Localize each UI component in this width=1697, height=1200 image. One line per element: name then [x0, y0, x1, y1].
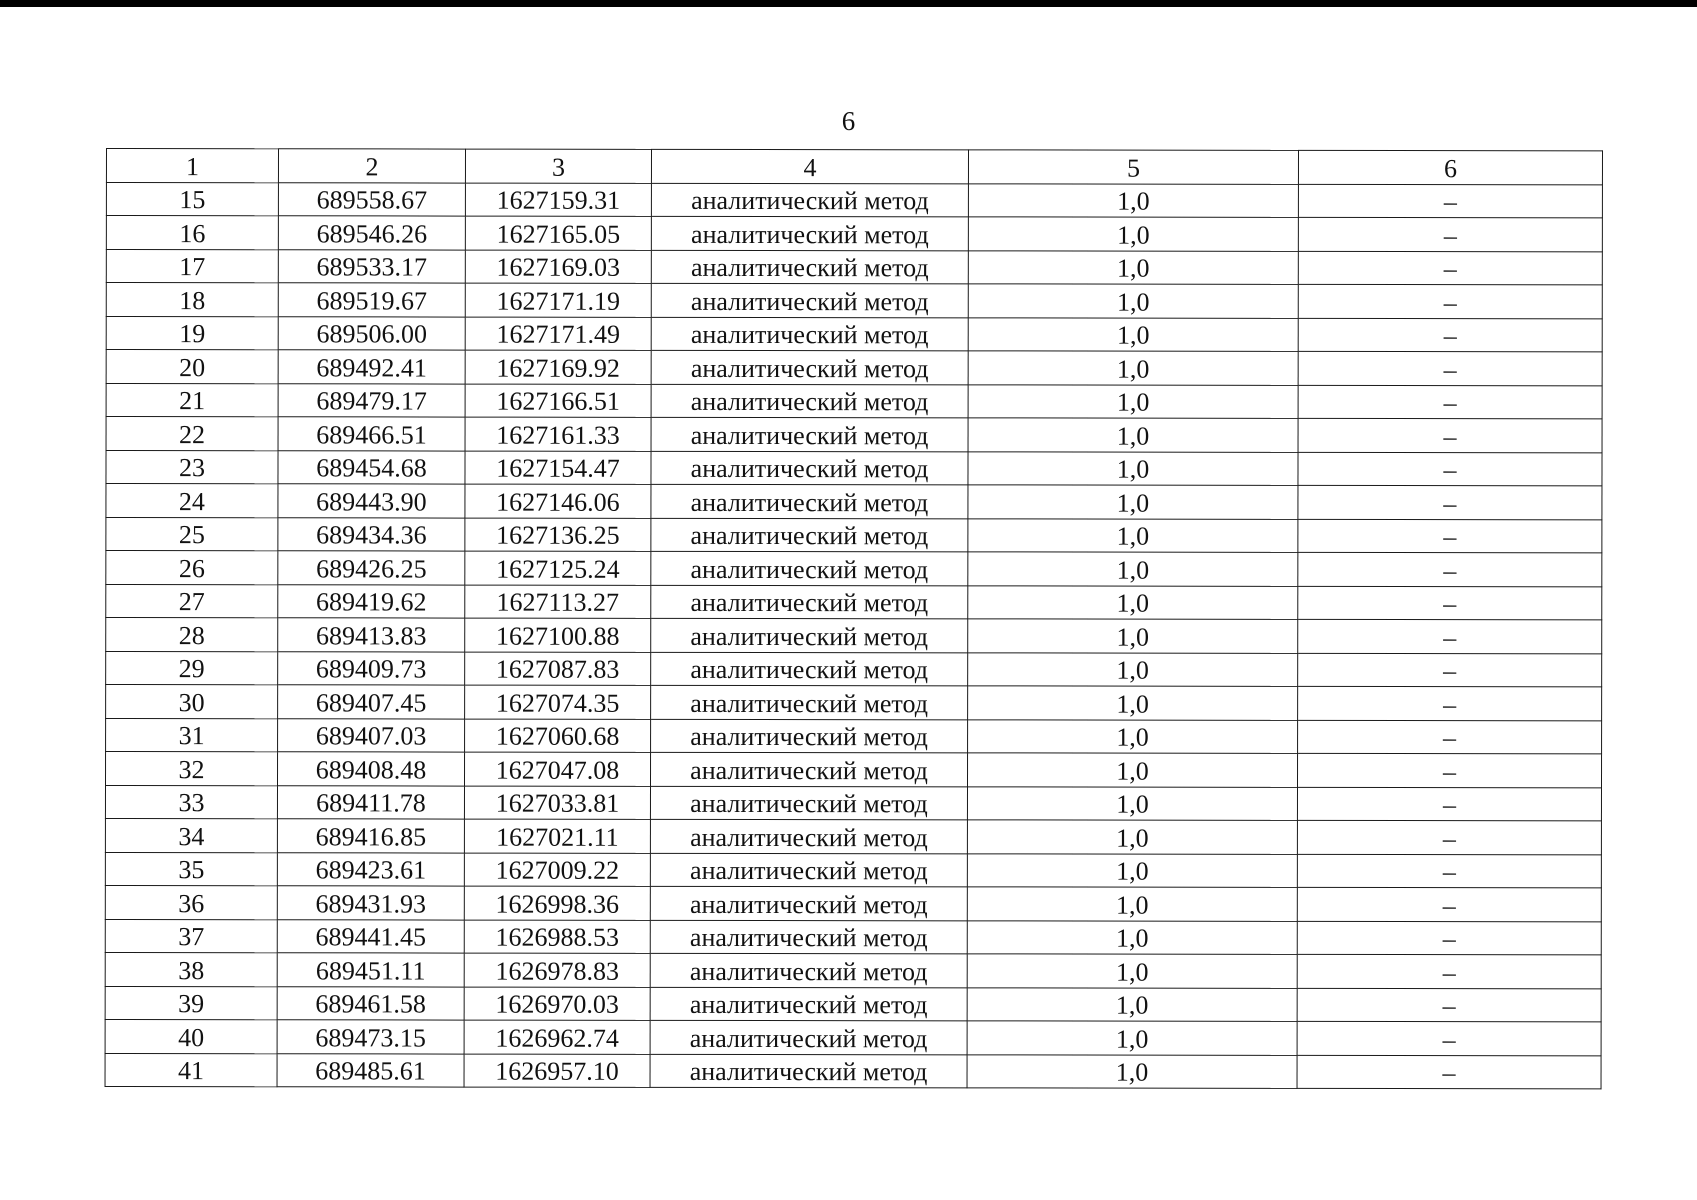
x-coordinate-cell: 689407.03: [278, 718, 465, 752]
note-cell: –: [1297, 988, 1601, 1022]
method-cell: аналитический метод: [650, 786, 967, 820]
x-coordinate-cell: 689479.17: [278, 383, 465, 417]
table-row: [105, 986, 1601, 1022]
table-row: [105, 885, 1601, 921]
page-number: 6: [841, 106, 856, 136]
point-number-cell: 27: [106, 584, 278, 618]
note-cell: –: [1297, 820, 1601, 854]
point-number-cell: 32: [105, 752, 277, 786]
note-cell: –: [1297, 921, 1601, 955]
accuracy-cell: 1,0: [968, 217, 1298, 251]
note-cell: –: [1298, 217, 1602, 251]
method-cell: аналитический метод: [650, 853, 967, 887]
method-cell: аналитический метод: [651, 283, 968, 317]
column-header-4: 4: [651, 149, 968, 183]
method-cell: аналитический метод: [651, 685, 968, 719]
method-cell: аналитический метод: [651, 384, 968, 418]
column-header-3: 3: [465, 149, 651, 183]
point-number-cell: 29: [106, 651, 278, 685]
note-cell: –: [1298, 452, 1602, 486]
point-number-cell: 25: [106, 517, 278, 551]
accuracy-cell: 1,0: [968, 351, 1298, 385]
note-cell: –: [1297, 854, 1601, 888]
y-coordinate-cell: 1627074.35: [465, 685, 651, 719]
y-coordinate-cell: 1627146.06: [465, 484, 651, 518]
accuracy-cell: 1,0: [967, 1021, 1297, 1055]
table-row: [105, 785, 1601, 821]
note-cell: –: [1298, 184, 1602, 218]
x-coordinate-cell: 689413.83: [278, 618, 465, 652]
point-number-cell: 17: [106, 249, 278, 283]
y-coordinate-cell: 1627060.68: [465, 719, 651, 753]
y-coordinate-cell: 1626970.03: [464, 987, 650, 1021]
point-number-cell: 28: [106, 618, 278, 652]
accuracy-cell: 1,0: [968, 518, 1298, 552]
x-coordinate-cell: 689441.45: [277, 919, 464, 953]
y-coordinate-cell: 1627021.11: [464, 819, 650, 853]
note-cell: –: [1298, 284, 1602, 318]
accuracy-cell: 1,0: [968, 719, 1298, 753]
note-cell: –: [1298, 686, 1602, 720]
method-cell: аналитический метод: [651, 585, 968, 619]
accuracy-cell: 1,0: [967, 1054, 1297, 1088]
point-number-cell: 22: [106, 417, 278, 451]
table-row: [105, 1019, 1601, 1055]
table-row: [106, 316, 1602, 352]
point-number-cell: 39: [105, 986, 277, 1020]
y-coordinate-cell: 1627113.27: [465, 585, 651, 619]
table-row: [106, 450, 1602, 486]
note-cell: –: [1298, 619, 1602, 653]
x-coordinate-cell: 689419.62: [278, 584, 465, 618]
y-coordinate-cell: 1627136.25: [465, 518, 651, 552]
y-coordinate-cell: 1627159.31: [465, 183, 651, 217]
y-coordinate-cell: 1626998.36: [464, 886, 650, 920]
y-coordinate-cell: 1627166.51: [465, 384, 651, 418]
accuracy-cell: 1,0: [968, 485, 1298, 519]
note-cell: –: [1298, 351, 1602, 385]
note-cell: –: [1297, 887, 1601, 921]
accuracy-cell: 1,0: [968, 418, 1298, 452]
note-cell: –: [1298, 519, 1602, 553]
accuracy-cell: 1,0: [967, 853, 1297, 887]
column-header-5: 5: [968, 150, 1298, 184]
note-cell: –: [1298, 720, 1602, 754]
table-row: [106, 417, 1602, 453]
accuracy-cell: 1,0: [968, 183, 1298, 217]
point-number-cell: 34: [105, 818, 277, 852]
point-number-cell: 23: [106, 450, 278, 484]
y-coordinate-cell: 1627033.81: [464, 786, 650, 820]
x-coordinate-cell: 689506.00: [278, 316, 465, 350]
point-number-cell: 15: [106, 182, 278, 216]
method-cell: аналитический метод: [651, 518, 968, 552]
y-coordinate-cell: 1627171.19: [465, 283, 651, 317]
x-coordinate-cell: 689466.51: [278, 417, 465, 451]
point-number-cell: 26: [106, 551, 278, 585]
note-cell: –: [1298, 385, 1602, 419]
method-cell: аналитический метод: [650, 819, 967, 853]
header-row: [106, 149, 1602, 185]
table-row: [105, 752, 1601, 788]
x-coordinate-cell: 689461.58: [277, 986, 464, 1020]
table-row: [105, 919, 1601, 955]
table-row: [106, 249, 1602, 285]
y-coordinate-cell: 1626962.74: [464, 1020, 650, 1054]
note-cell: –: [1297, 1021, 1601, 1055]
accuracy-cell: 1,0: [967, 987, 1297, 1021]
x-coordinate-cell: 689558.67: [278, 182, 465, 216]
point-number-cell: 35: [105, 852, 277, 886]
note-cell: –: [1297, 954, 1601, 988]
accuracy-cell: 1,0: [968, 585, 1298, 619]
x-coordinate-cell: 689431.93: [277, 886, 464, 920]
accuracy-cell: 1,0: [967, 920, 1297, 954]
table-row: [106, 651, 1602, 687]
x-coordinate-cell: 689519.67: [278, 283, 465, 317]
table-row: [106, 182, 1602, 218]
method-cell: аналитический метод: [651, 250, 968, 284]
y-coordinate-cell: 1627154.47: [465, 451, 651, 485]
accuracy-cell: 1,0: [967, 786, 1297, 820]
table-row: [106, 584, 1602, 620]
y-coordinate-cell: 1626988.53: [464, 920, 650, 954]
method-cell: аналитический метод: [651, 350, 968, 384]
point-number-cell: 21: [106, 383, 278, 417]
table-row: [106, 484, 1602, 520]
table-row: [105, 1053, 1601, 1089]
column-header-1: 1: [106, 149, 278, 183]
point-number-cell: 41: [105, 1053, 277, 1087]
accuracy-cell: 1,0: [968, 384, 1298, 418]
accuracy-cell: 1,0: [967, 753, 1297, 787]
method-cell: аналитический метод: [651, 484, 968, 518]
x-coordinate-cell: 689416.85: [277, 819, 464, 853]
y-coordinate-cell: 1627165.05: [465, 216, 651, 250]
note-cell: –: [1298, 653, 1602, 687]
table-row: [106, 216, 1602, 252]
x-coordinate-cell: 689423.61: [277, 852, 464, 886]
x-coordinate-cell: 689408.48: [277, 752, 464, 786]
y-coordinate-cell: 1627169.03: [465, 250, 651, 284]
method-cell: аналитический метод: [651, 216, 968, 250]
y-coordinate-cell: 1626978.83: [464, 953, 650, 987]
x-coordinate-cell: 689443.90: [278, 484, 465, 518]
x-coordinate-cell: 689409.73: [278, 651, 465, 685]
accuracy-cell: 1,0: [967, 954, 1297, 988]
accuracy-cell: 1,0: [968, 652, 1298, 686]
table-row: [106, 517, 1602, 553]
point-number-cell: 36: [105, 885, 277, 919]
table-row: [106, 551, 1602, 587]
y-coordinate-cell: 1627169.92: [465, 350, 651, 384]
x-coordinate-cell: 689454.68: [278, 450, 465, 484]
x-coordinate-cell: 689485.61: [277, 1053, 464, 1087]
point-number-cell: 18: [106, 283, 278, 317]
y-coordinate-cell: 1626957.10: [464, 1054, 650, 1088]
y-coordinate-cell: 1627100.88: [465, 618, 651, 652]
method-cell: аналитический метод: [651, 618, 968, 652]
accuracy-cell: 1,0: [968, 317, 1298, 351]
y-coordinate-cell: 1627087.83: [465, 652, 651, 686]
note-cell: –: [1298, 318, 1602, 352]
table-row: [106, 618, 1602, 654]
method-cell: аналитический метод: [651, 317, 968, 351]
y-coordinate-cell: 1627009.22: [464, 853, 650, 887]
accuracy-cell: 1,0: [968, 552, 1298, 586]
method-cell: аналитический метод: [650, 1020, 967, 1054]
accuracy-cell: 1,0: [967, 887, 1297, 921]
table-row: [106, 383, 1602, 419]
x-coordinate-cell: 689407.45: [278, 685, 465, 719]
table-row: [105, 852, 1601, 888]
y-coordinate-cell: 1627161.33: [465, 417, 651, 451]
method-cell: аналитический метод: [650, 886, 967, 920]
point-number-cell: 40: [105, 1019, 277, 1053]
method-cell: аналитический метод: [651, 417, 968, 451]
note-cell: –: [1298, 485, 1602, 519]
note-cell: –: [1298, 251, 1602, 285]
accuracy-cell: 1,0: [967, 820, 1297, 854]
method-cell: аналитический метод: [650, 1054, 967, 1088]
x-coordinate-cell: 689546.26: [278, 216, 465, 250]
method-cell: аналитический метод: [651, 551, 968, 585]
method-cell: аналитический метод: [650, 953, 967, 987]
point-number-cell: 30: [106, 685, 278, 719]
method-cell: аналитический метод: [650, 920, 967, 954]
method-cell: аналитический метод: [651, 719, 968, 753]
point-number-cell: 16: [106, 216, 278, 250]
accuracy-cell: 1,0: [968, 451, 1298, 485]
point-number-cell: 37: [105, 919, 277, 953]
x-coordinate-cell: 689434.36: [278, 517, 465, 551]
point-number-cell: 31: [106, 718, 278, 752]
point-number-cell: 33: [105, 785, 277, 819]
note-cell: –: [1298, 586, 1602, 620]
note-cell: –: [1297, 787, 1601, 821]
accuracy-cell: 1,0: [968, 686, 1298, 720]
coordinates-table: [105, 148, 1603, 1089]
method-cell: аналитический метод: [651, 652, 968, 686]
y-coordinate-cell: 1627047.08: [464, 752, 650, 786]
x-coordinate-cell: 689451.11: [277, 953, 464, 987]
note-cell: –: [1297, 1055, 1601, 1089]
x-coordinate-cell: 689426.25: [278, 551, 465, 585]
table-row: [106, 685, 1602, 721]
method-cell: аналитический метод: [650, 987, 967, 1021]
scan-top-edge: [0, 0, 1697, 7]
x-coordinate-cell: 689492.41: [278, 350, 465, 384]
point-number-cell: 19: [106, 316, 278, 350]
accuracy-cell: 1,0: [968, 250, 1298, 284]
y-coordinate-cell: 1627125.24: [465, 551, 651, 585]
column-header-6: 6: [1298, 150, 1602, 184]
method-cell: аналитический метод: [651, 183, 968, 217]
method-cell: аналитический метод: [650, 752, 967, 786]
column-header-2: 2: [278, 149, 465, 183]
x-coordinate-cell: 689473.15: [277, 1020, 464, 1054]
y-coordinate-cell: 1627171.49: [465, 317, 651, 351]
point-number-cell: 20: [106, 350, 278, 384]
point-number-cell: 38: [105, 952, 277, 986]
accuracy-cell: 1,0: [968, 619, 1298, 653]
note-cell: –: [1298, 552, 1602, 586]
method-cell: аналитический метод: [651, 451, 968, 485]
x-coordinate-cell: 689411.78: [277, 785, 464, 819]
x-coordinate-cell: 689533.17: [278, 249, 465, 283]
table-row: [105, 952, 1601, 988]
note-cell: –: [1297, 753, 1601, 787]
table-body: [105, 182, 1602, 1089]
table-row: [106, 718, 1602, 754]
table-row: [106, 350, 1602, 386]
table-row: [106, 283, 1602, 319]
table-row: [105, 818, 1601, 854]
note-cell: –: [1298, 418, 1602, 452]
point-number-cell: 24: [106, 484, 278, 518]
accuracy-cell: 1,0: [968, 284, 1298, 318]
